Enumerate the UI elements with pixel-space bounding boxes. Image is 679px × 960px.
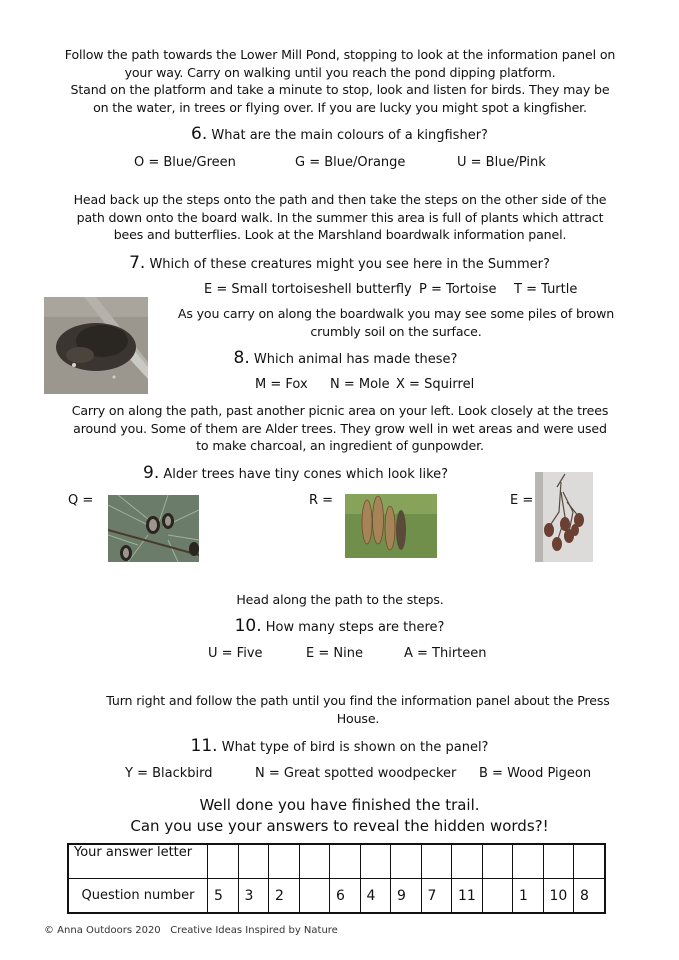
steps-paragraph <box>40 591 640 609</box>
question-number-cell <box>299 879 330 914</box>
q7-option-p: P = Tortoise <box>419 282 497 297</box>
long-cones-image <box>345 494 437 558</box>
answer-cell[interactable] <box>543 844 574 879</box>
paragraph-line: around you. Some of them are Alder trees. They grow well in wet areas and were used <box>73 420 607 436</box>
intro-line: your way. Carry on walking until you reach the pond dipping platform. <box>124 64 556 80</box>
paragraph-line: path down onto the board walk. In the summer this area is full of plants which attract <box>76 209 604 225</box>
paragraph-line: House. <box>336 710 380 726</box>
finish-line: Can you use your answers to reveal the hidden words?! <box>130 817 549 835</box>
question-number-cell: 2 <box>269 879 300 914</box>
paragraph-line: Carry on along the path, past another picnic area on your left. Look closely at the trees <box>71 403 609 418</box>
question-text: Alder trees have tiny cones which look like? <box>163 467 449 482</box>
q8-option-n: N = Mole <box>330 377 390 392</box>
answer-cell[interactable] <box>269 844 300 879</box>
answer-table <box>67 843 606 914</box>
paragraph-line: Turn right and follow the path until you find the information panel about the Press <box>106 693 610 708</box>
answer-letter-label: Your answer letter <box>68 844 208 879</box>
question-number-cell: 11 <box>452 879 483 914</box>
question-number-cell: 1 <box>513 879 544 914</box>
answer-cell[interactable] <box>238 844 269 879</box>
q11-option-b: B = Wood Pigeon <box>479 766 592 781</box>
answer-cell[interactable] <box>391 844 422 879</box>
question-number-cell: 3 <box>238 879 269 914</box>
question-number-cell <box>482 879 513 914</box>
question-number-cell: 6 <box>330 879 361 914</box>
q10-option-e: E = Nine <box>306 646 363 661</box>
paragraph-line: to make charcoal, an ingredient of gunpowder. <box>196 438 484 453</box>
paragraph-line: crumbly soil on the surface. <box>310 323 482 339</box>
question-text: Which of these creatures might you see here in the Summer? <box>149 257 550 272</box>
answer-cell[interactable] <box>574 844 605 879</box>
pine-cones-image <box>108 495 199 562</box>
footer <box>44 925 338 936</box>
answer-cell[interactable] <box>330 844 361 879</box>
question-number-row <box>68 879 605 914</box>
question-11 <box>0 736 679 756</box>
answer-cell[interactable] <box>421 844 452 879</box>
q10-option-a: A = Thirteen <box>404 646 487 661</box>
q7-option-t: T = Turtle <box>514 282 578 297</box>
q8-option-x: X = Squirrel <box>396 377 475 392</box>
q6-option-o: O = Blue/Green <box>134 155 236 170</box>
alder-cones-photo <box>535 472 593 562</box>
molehill-image <box>44 297 148 394</box>
paragraph-line: bees and butterflies. Look at the Marshland boardwalk information panel. <box>113 227 567 242</box>
alder-paragraph <box>40 402 640 455</box>
question-number-cell: 9 <box>391 879 422 914</box>
question-number-cell: 5 <box>208 879 239 914</box>
molehill-paragraph <box>156 305 636 340</box>
q7-option-e: E = Small tortoiseshell butterfly <box>204 282 412 297</box>
q9-option-r-label: R = <box>309 493 334 508</box>
q11-option-n: N = Great spotted woodpecker <box>255 766 457 781</box>
question-text: How many steps are there? <box>265 620 445 635</box>
molehill-photo <box>44 297 148 394</box>
answer-cell[interactable] <box>360 844 391 879</box>
finish-line: Well done you have finished the trail. <box>199 796 480 814</box>
q11-option-y: Y = Blackbird <box>125 766 213 781</box>
question-7 <box>0 253 679 273</box>
q8-option-m: M = Fox <box>255 377 308 392</box>
answer-cell[interactable] <box>452 844 483 879</box>
intro-paragraph <box>40 46 640 116</box>
q9-option-q-label: Q = <box>68 493 94 508</box>
question-number: 11. <box>190 736 218 756</box>
q9-option-e-label: E = <box>510 493 534 508</box>
question-8 <box>6 348 679 368</box>
question-6 <box>0 124 679 144</box>
question-number-label: Question number <box>68 879 208 914</box>
question-text: Which animal has made these? <box>253 352 458 367</box>
q6-option-u: U = Blue/Pink <box>457 155 546 170</box>
question-number: 8. <box>233 348 250 368</box>
question-number-cell: 8 <box>574 879 605 914</box>
paragraph-line: Head along the path to the steps. <box>236 592 444 607</box>
intro-line: Stand on the platform and take a minute to stop, look and listen for birds. They may be <box>70 82 610 97</box>
finish-message <box>0 795 679 837</box>
boardwalk-paragraph <box>40 191 640 244</box>
question-number: 6. <box>191 124 208 144</box>
question-number: 7. <box>129 253 146 273</box>
question-text: What type of bird is shown on the panel? <box>221 740 489 755</box>
long-cones-photo <box>345 494 437 558</box>
answer-letter-row <box>68 844 605 879</box>
question-number-cell: 7 <box>421 879 452 914</box>
question-number-cell: 4 <box>360 879 391 914</box>
answer-cell[interactable] <box>482 844 513 879</box>
copyright-text: © Anna Outdoors 2020 <box>44 925 161 936</box>
paragraph-line: Head back up the steps onto the path and then take the steps on the other side of the <box>73 192 607 207</box>
q6-option-g: G = Blue/Orange <box>295 155 406 170</box>
intro-line: on the water, in trees or flying over. If you are lucky you might spot a kingfisher. <box>93 99 587 115</box>
question-number: 10. <box>234 616 262 636</box>
press-house-paragraph <box>88 692 628 727</box>
question-number: 9. <box>143 463 160 483</box>
answer-cell[interactable] <box>299 844 330 879</box>
alder-cones-image <box>535 472 593 562</box>
intro-line: Follow the path towards the Lower Mill Pond, stopping to look at the information panel on <box>64 47 616 62</box>
question-text: What are the main colours of a kingfisher? <box>211 128 488 143</box>
tagline-text: Creative Ideas Inspired by Nature <box>170 925 338 936</box>
answer-cell[interactable] <box>208 844 239 879</box>
paragraph-line: As you carry on along the boardwalk you may see some piles of brown <box>177 306 615 321</box>
question-number-cell: 10 <box>543 879 574 914</box>
question-9 <box>143 463 448 483</box>
answer-cell[interactable] <box>513 844 544 879</box>
question-10 <box>0 616 679 636</box>
q10-option-u: U = Five <box>208 646 263 661</box>
pine-cones-photo <box>108 495 199 562</box>
